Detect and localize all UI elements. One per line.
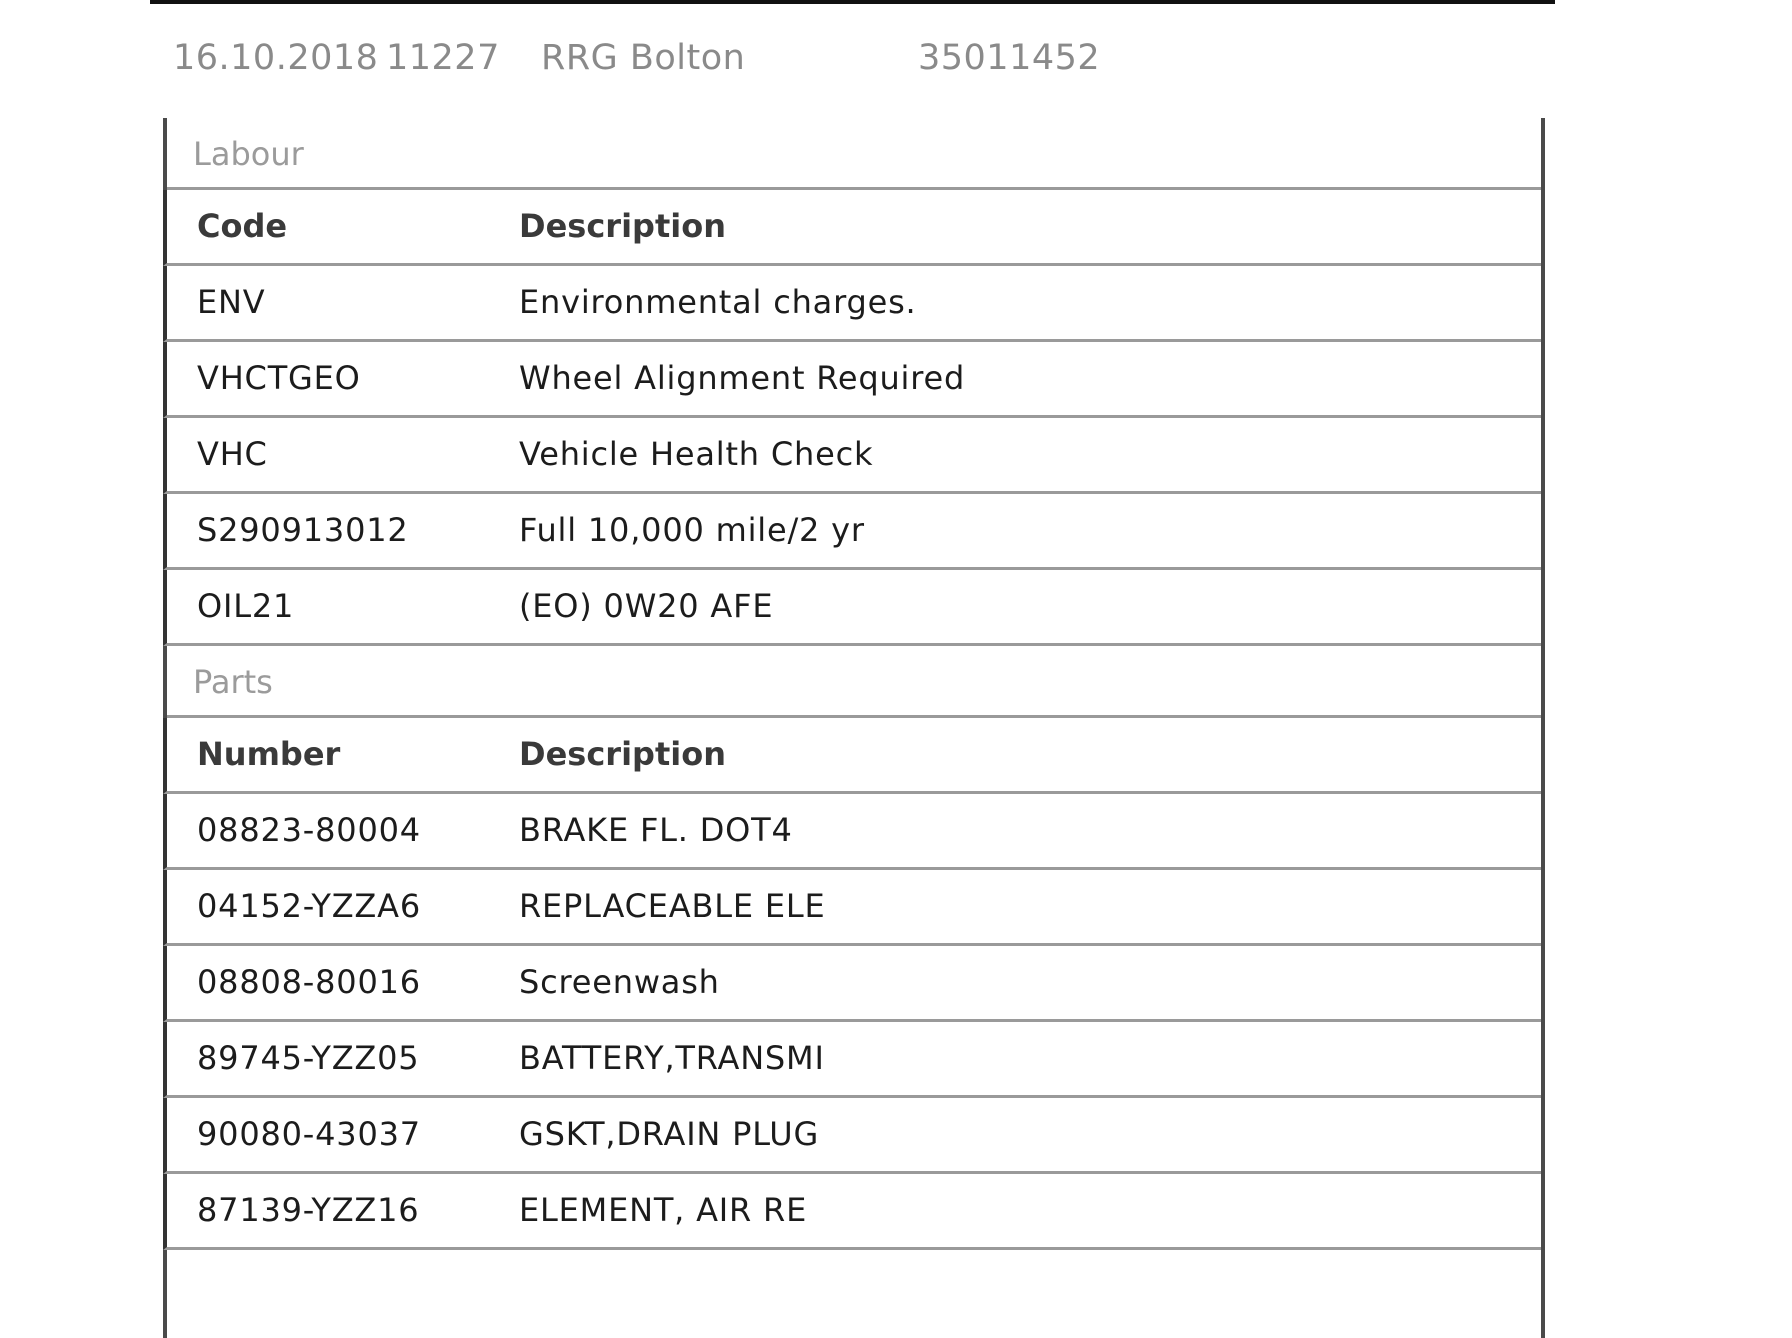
parts-table-row — [163, 1174, 1541, 1250]
parts-table-row — [163, 794, 1541, 870]
labour-table-row — [163, 570, 1541, 646]
labour-table-row — [163, 494, 1541, 570]
labour-description-column-header: Description — [519, 207, 726, 245]
parts-table-header — [163, 718, 1541, 794]
part-description: REPLACEABLE ELE — [519, 887, 826, 925]
part-number: 04152-YZZA6 — [197, 887, 421, 925]
service-record-header — [0, 38, 1792, 78]
top-divider — [150, 0, 1555, 4]
part-number: 08823-80004 — [197, 811, 421, 849]
part-description: Screenwash — [519, 963, 720, 1001]
labour-table-row — [163, 342, 1541, 418]
labour-description: Full 10,000 mile/2 yr — [519, 511, 865, 549]
service-record-panel — [163, 118, 1545, 1338]
labour-section-label: Labour — [167, 118, 1541, 190]
labour-code: VHCTGEO — [197, 359, 361, 397]
labour-code: OIL21 — [197, 587, 295, 625]
labour-table-row — [163, 418, 1541, 494]
labour-code: S290913012 — [197, 511, 409, 549]
part-number: 89745-YZZ05 — [197, 1039, 420, 1077]
dealer-name: RRG Bolton — [541, 38, 746, 78]
part-number: 87139-YZZ16 — [197, 1191, 420, 1229]
part-description: ELEMENT, AIR RE — [519, 1191, 808, 1229]
panel-continuation — [167, 1250, 1541, 1310]
service-mileage: 11227 — [386, 38, 500, 78]
parts-table-row — [163, 946, 1541, 1022]
service-date: 16.10.2018 — [173, 38, 379, 78]
part-description: BRAKE FL. DOT4 — [519, 811, 793, 849]
labour-description: Vehicle Health Check — [519, 435, 874, 473]
parts-description-column-header: Description — [519, 735, 726, 773]
invoice-reference: 35011452 — [918, 38, 1101, 78]
labour-description: Environmental charges. — [519, 283, 917, 321]
part-description: BATTERY,TRANSMI — [519, 1039, 825, 1077]
labour-table-header — [163, 190, 1541, 266]
labour-description: Wheel Alignment Required — [519, 359, 966, 397]
parts-table-row — [163, 1022, 1541, 1098]
parts-section-label: Parts — [167, 646, 1541, 718]
parts-number-column-header: Number — [197, 735, 341, 773]
part-number: 90080-43037 — [197, 1115, 421, 1153]
labour-code: ENV — [197, 283, 266, 321]
parts-table-row — [163, 1098, 1541, 1174]
labour-table-row — [163, 266, 1541, 342]
labour-code: VHC — [197, 435, 268, 473]
labour-description: (EO) 0W20 AFE — [519, 587, 774, 625]
part-number: 08808-80016 — [197, 963, 421, 1001]
labour-code-column-header: Code — [197, 207, 288, 245]
part-description: GSKT,DRAIN PLUG — [519, 1115, 820, 1153]
parts-table-row — [163, 870, 1541, 946]
